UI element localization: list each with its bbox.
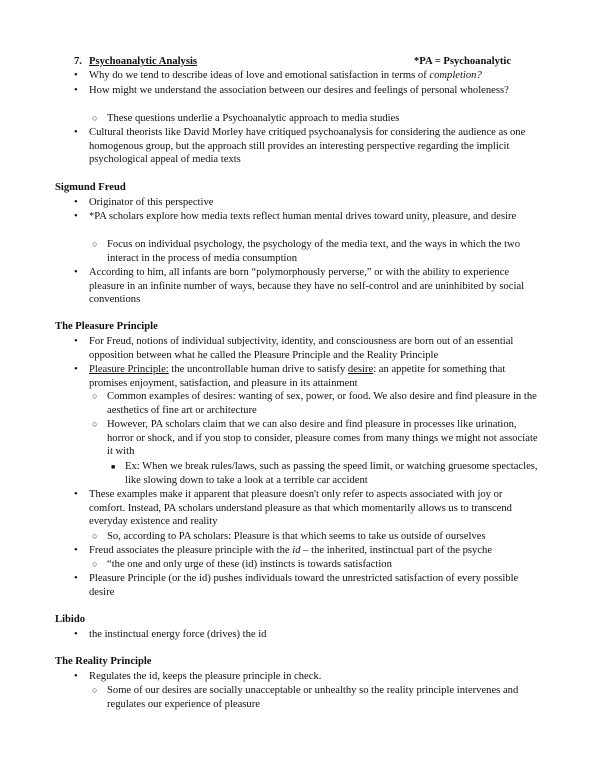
sub-bullet-icon: ○ xyxy=(92,531,98,541)
list-item: *PA scholars explore how media texts reflect human mental drives toward unity, pleasure, and desire xyxy=(89,211,517,222)
term: Pleasure Principle: xyxy=(89,364,169,375)
bullet-icon: • xyxy=(74,211,78,222)
list-item: Pleasure Principle: the uncontrollable human drive to satisfy desire: an appetite for something that promises enjoyment, satisfaction, and pleasure in its attainment xyxy=(89,364,506,389)
list-item: These examples make it apparent that pleasure doesn't only refer to aspects associated with joy or comfort. Instead, PA scholars understand pleasure as that which momentarily allows us to transcend everyday existence and reality xyxy=(89,489,512,528)
sub-bullet-icon: ○ xyxy=(92,113,98,123)
bullet-icon: • xyxy=(74,85,78,96)
sub-list-item: So, according to PA scholars: Pleasure is that which seems to take us outside of ourselves xyxy=(107,531,486,542)
sub-bullet-icon: ○ xyxy=(92,239,98,249)
sub-list-item: However, PA scholars claim that we can also desire and find pleasure in processes like urination, horror or shock, and if you stop to consider, pleasure comes from many things we might not associate it with xyxy=(107,419,538,458)
section-title: Psychoanalytic Analysis xyxy=(89,56,198,67)
section-heading: Sigmund Freud xyxy=(55,182,126,193)
section-number: 7. xyxy=(74,56,82,67)
section-heading: The Reality Principle xyxy=(55,656,152,667)
sub-bullet-icon: ○ xyxy=(92,419,98,429)
abbreviation-note: *PA = Psychoanalytic xyxy=(414,56,512,67)
list-item: Cultural theorists like David Morley have critiqued psychoanalysis for considering the audience as one homogenous group, but the approach still provides an interesting perspective regarding the implicit psychological appeal of media texts xyxy=(89,127,526,166)
sub-list-item: Common examples of desires: wanting of sex, power, or food. We also desire and find pleasure in the aesthetics of fine art or architecture xyxy=(107,391,537,416)
square-bullet-icon: ■ xyxy=(111,463,116,471)
list-item: Originator of this perspective xyxy=(89,197,214,208)
list-item: For Freud, notions of individual subjectivity, identity, and consciousness are born out of an essential opposition between what he called the Pleasure Principle and the Reality Principle xyxy=(89,336,514,361)
bullet-icon: • xyxy=(74,573,78,584)
list-item: According to him, all infants are born “polymorphously perverse,” or with the ability to experience pleasure in an infinite number of ways, because they have no self-control and are uninhibited by social conventions xyxy=(89,267,525,306)
list-item: How might we understand the association between our desires and feelings of personal wholeness? xyxy=(89,85,509,96)
bullet-icon: • xyxy=(74,671,78,682)
section-heading: Libido xyxy=(55,614,86,625)
list-item: Freud associates the pleasure principle with the id – the inherited, instinctual part of the psyche xyxy=(89,545,493,556)
bullet-icon: • xyxy=(74,336,78,347)
bullet-icon: • xyxy=(74,364,78,375)
sub-bullet-icon: ○ xyxy=(92,685,98,695)
sub-list-item: These questions underlie a Psychoanalytic approach to media studies xyxy=(107,113,400,124)
sub-bullet-icon: ○ xyxy=(92,559,98,569)
sub-sub-list-item: Ex: When we break rules/laws, such as passing the speed limit, or watching gruesome spectacles, like slowing down to take a look at a terrible car accident xyxy=(125,461,538,486)
bullet-icon: • xyxy=(74,70,78,81)
bullet-icon: • xyxy=(74,629,78,640)
list-item: Pleasure Principle (or the id) pushes individuals toward the unrestricted satisfaction of every possible desire xyxy=(89,573,519,598)
sub-list-item: Some of our desires are socially unacceptable or unhealthy so the reality principle intervenes and regulates our experience of pleasure xyxy=(107,685,519,710)
list-item: Regulates the id, keeps the pleasure principle in check. xyxy=(89,671,322,682)
bullet-icon: • xyxy=(74,545,78,556)
list-item: the instinctual energy force (drives) the id xyxy=(89,629,267,640)
sub-list-item: “the one and only urge of these (id) instincts is towards satisfaction xyxy=(107,559,392,570)
list-item: Why do we tend to describe ideas of love and emotional satisfaction in terms of completion? xyxy=(89,70,482,81)
sub-list-item: Focus on individual psychology, the psychology of the media text, and the ways in which the two interact in the process of media consumption xyxy=(107,239,520,264)
bullet-icon: • xyxy=(74,267,78,278)
bullet-icon: • xyxy=(74,127,78,138)
sub-bullet-icon: ○ xyxy=(92,391,98,401)
bullet-icon: • xyxy=(74,197,78,208)
bullet-icon: • xyxy=(74,489,78,500)
section-heading: The Pleasure Principle xyxy=(55,321,158,332)
